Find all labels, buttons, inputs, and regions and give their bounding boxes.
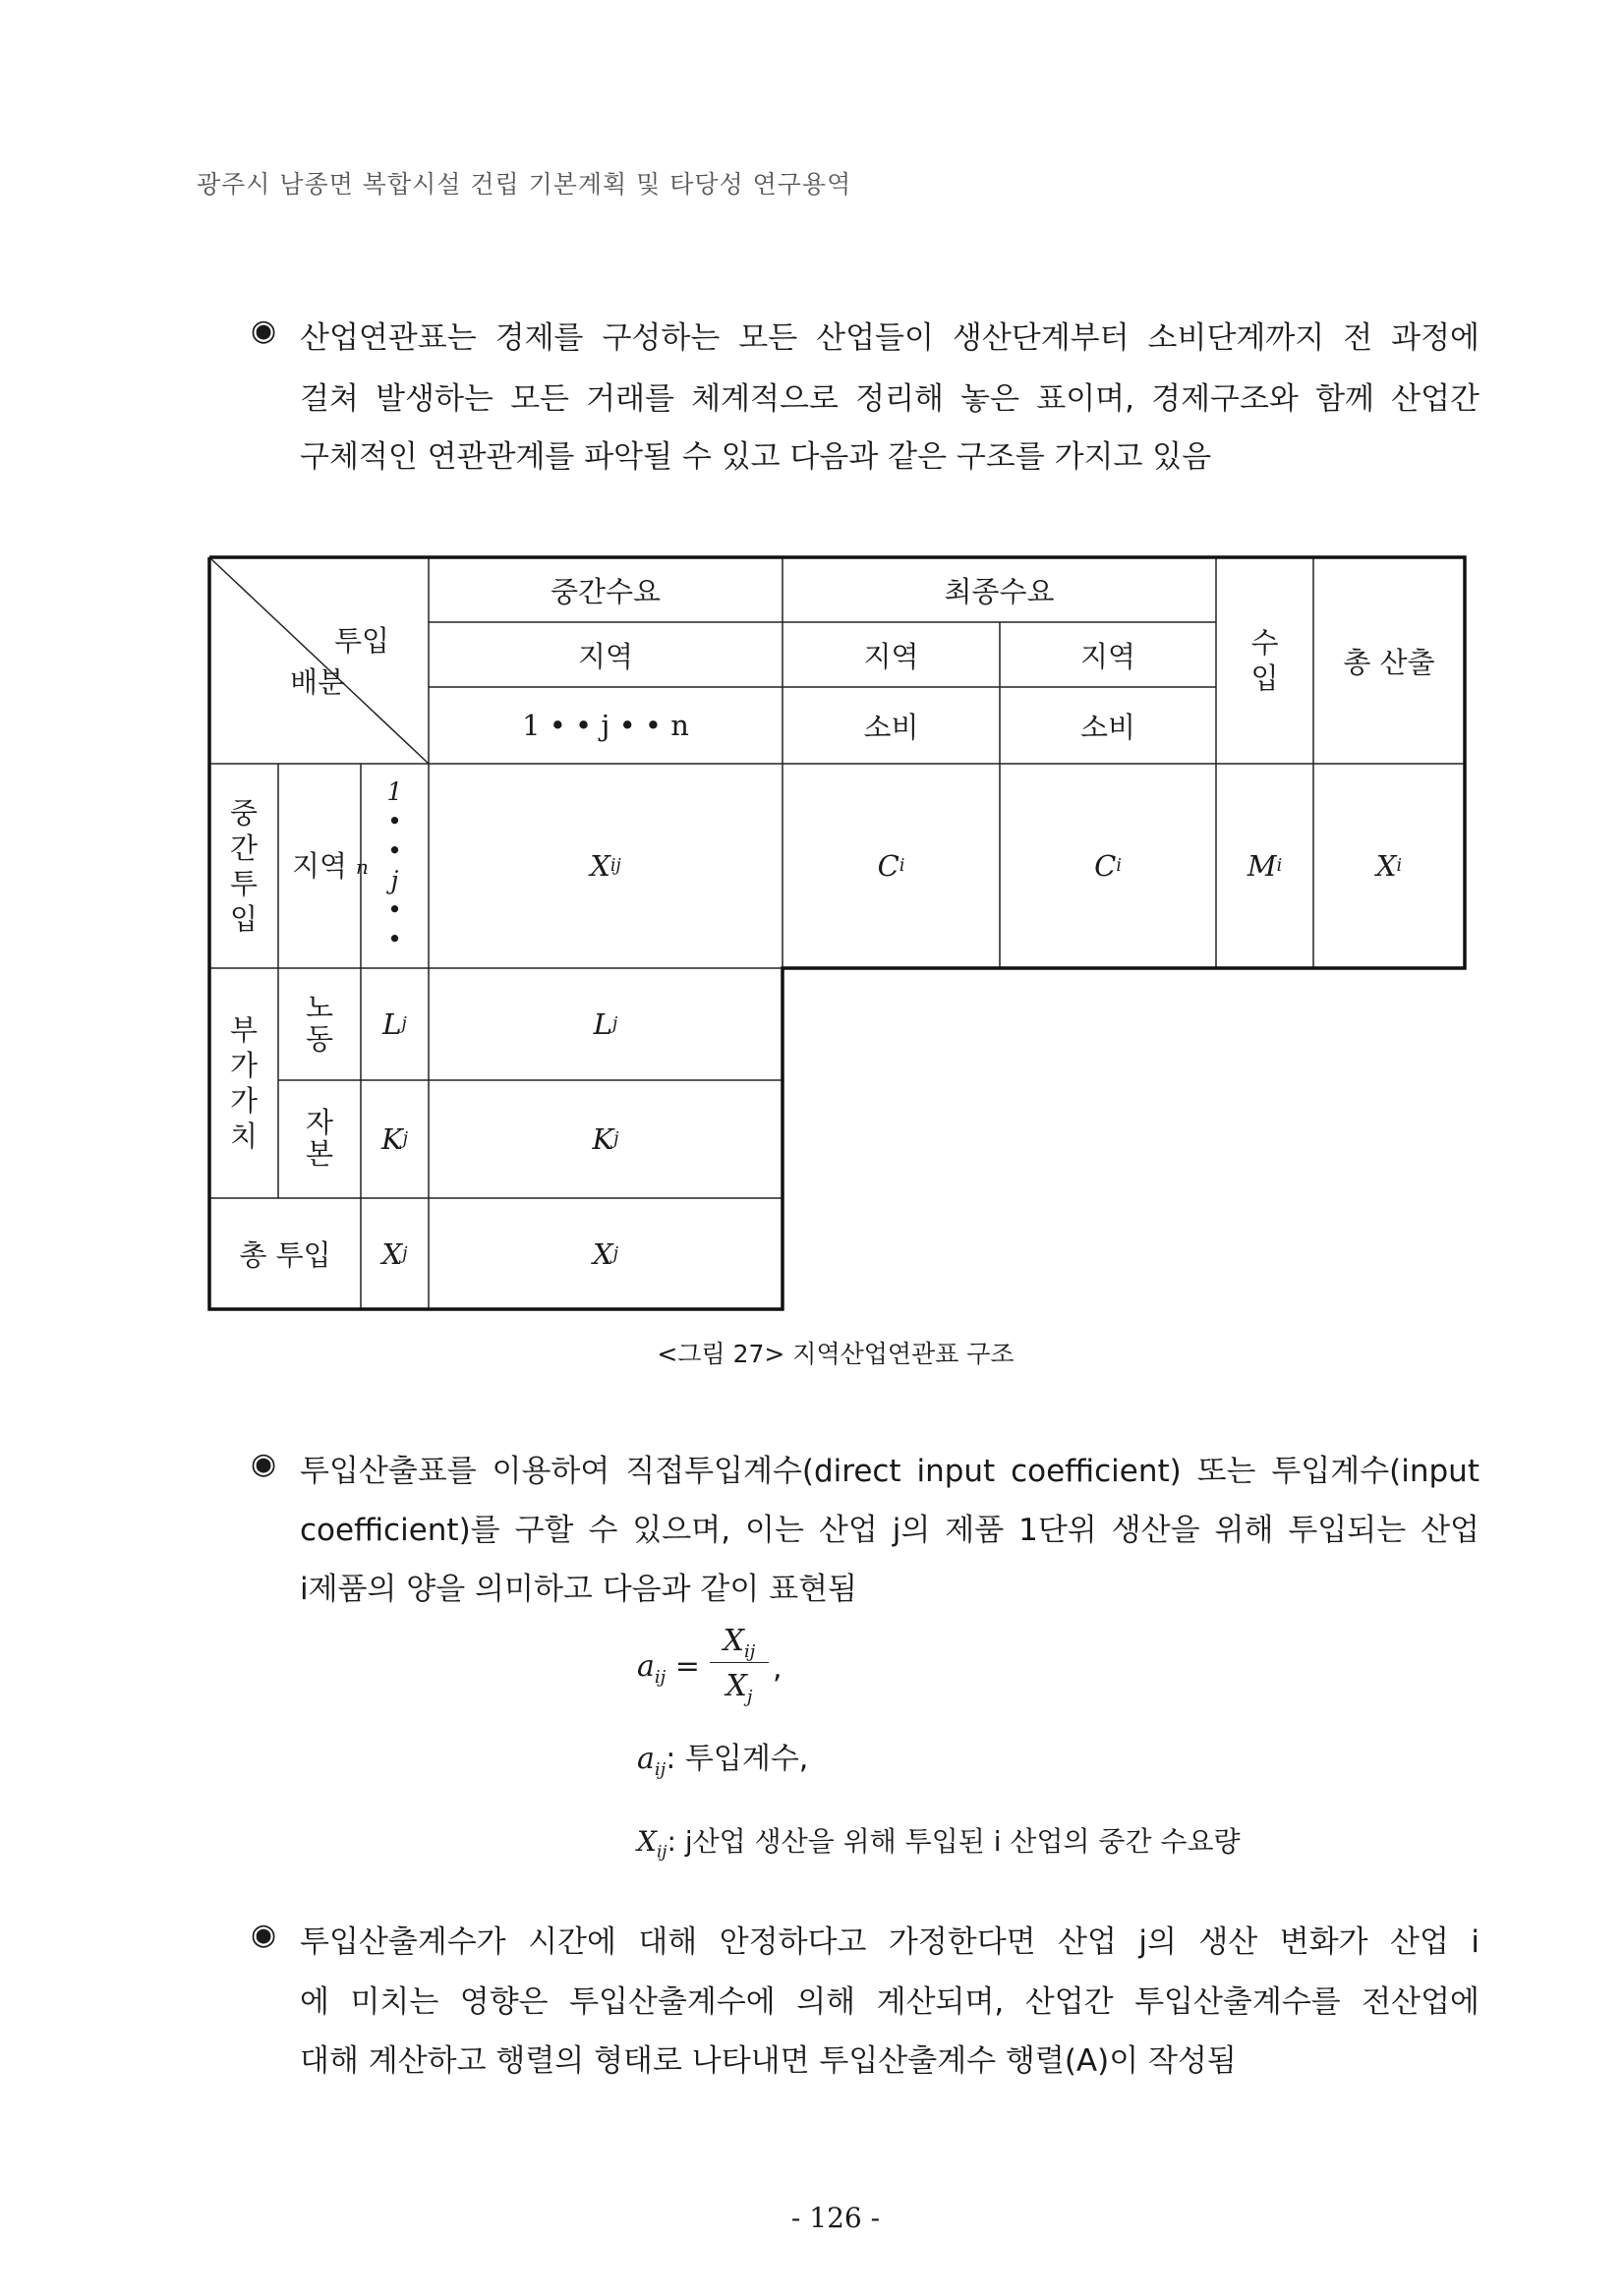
cell-kj: K j xyxy=(592,1122,619,1156)
figure-caption: <그림 27> 지역산업연관표 구조 xyxy=(657,1340,1015,1368)
corner-input-label: 투입 xyxy=(334,624,390,658)
cell-lj: L j xyxy=(593,1007,618,1041)
para1-line: 산업연관표는 경제를 구성하는 모든 산업들이 생산단계부터 소비단계까지 전 과정에 xyxy=(300,320,1479,356)
value-added-label: 부 가 가 치 xyxy=(229,1012,258,1154)
bullseye-icon: ◉ xyxy=(251,1918,277,1952)
index-column: 1 • • j • • xyxy=(386,777,403,953)
cell-xi: X i xyxy=(1375,849,1403,883)
region-header: 지역 xyxy=(863,639,919,673)
capital-label: 자 본 xyxy=(305,1106,333,1171)
cell-kj: K j xyxy=(380,1122,409,1156)
running-header: 광주시 남종면 복합시설 건립 기본계획 및 타당성 연구용역 xyxy=(197,170,852,199)
para3-line: 에 미치는 영향은 투입산출계수에 의해 계산되며, 산업간 투입산출계수를 전산업에 xyxy=(300,1984,1479,2020)
para2-line: coefficient)를 구할 수 있으며, 이는 산업 j의 제품 1단위 생산을 위해 투입되는 산업 xyxy=(300,1513,1479,1548)
region-header: 지역 xyxy=(577,639,634,673)
stray-n: n xyxy=(356,855,369,879)
intermediate-demand-header: 중간수요 xyxy=(550,574,662,608)
consumption-header: 소비 xyxy=(1079,710,1136,744)
cell-ci: C i xyxy=(1094,849,1122,883)
para2-line: i제품의 양을 의미하고 다음과 같이 표현됨 xyxy=(300,1572,857,1607)
page-number: - 126 - xyxy=(790,2202,881,2234)
definition-a: $a_{ij}$: 투입계수, xyxy=(637,1742,809,1780)
final-demand-header: 최종수요 xyxy=(944,574,1055,608)
labor-label: 노 동 xyxy=(305,991,333,1056)
formula-denominator: $X_j$ xyxy=(725,1669,753,1707)
formula-numerator: $X_{ij}$ xyxy=(710,1624,769,1663)
corner-distribution-label: 배분 xyxy=(290,665,346,699)
para1-line: 걸쳐 발생하는 모든 거래를 체계적으로 정리해 놓은 표이며, 경제구조와 함께 산업간 xyxy=(300,381,1479,417)
total-input-label: 총 투입 xyxy=(239,1238,331,1272)
formula-lhs: $a_{ij}$ = xyxy=(637,1649,700,1688)
bullseye-icon: ◉ xyxy=(251,1447,277,1481)
para2-line: 투입산출표를 이용하여 직접투입계수(direct input coefficient) 또는 투입계수(input xyxy=(300,1454,1479,1489)
cell-mi: M i xyxy=(1247,849,1283,883)
cell-lj: L j xyxy=(382,1007,407,1041)
total-output-header: 총 산출 xyxy=(1343,645,1435,679)
region-header: 지역 xyxy=(1079,639,1136,673)
definition-x: $X_{ij}$: j산업 생산을 위해 투입된 i 산업의 중간 수요량 xyxy=(637,1825,1241,1862)
consumption-header: 소비 xyxy=(863,710,919,744)
cell-xij: X ij xyxy=(590,849,621,883)
cell-xj: X j xyxy=(381,1236,408,1271)
cell-ci: C i xyxy=(877,849,905,883)
cell-xj: X j xyxy=(592,1236,619,1271)
imports-header: 수 입 xyxy=(1250,625,1279,695)
para1-line: 구체적인 연관관계를 파악될 수 있고 다음과 같은 구조를 가지고 있음 xyxy=(300,439,1212,475)
index-row: 1 • • j • • n xyxy=(522,709,689,742)
region-row-label: 지역 xyxy=(291,848,348,883)
para3-line: 대해 계산하고 행렬의 형태로 나타내면 투입산출계수 행렬(A)이 작성됨 xyxy=(300,2043,1237,2079)
intermediate-input-label: 중 간 투 입 xyxy=(229,795,258,937)
bullseye-icon: ◉ xyxy=(251,314,277,348)
para3-line: 투입산출계수가 시간에 대해 안정하다고 가정한다면 산업 j의 생산 변화가 산업 i xyxy=(300,1924,1479,1960)
